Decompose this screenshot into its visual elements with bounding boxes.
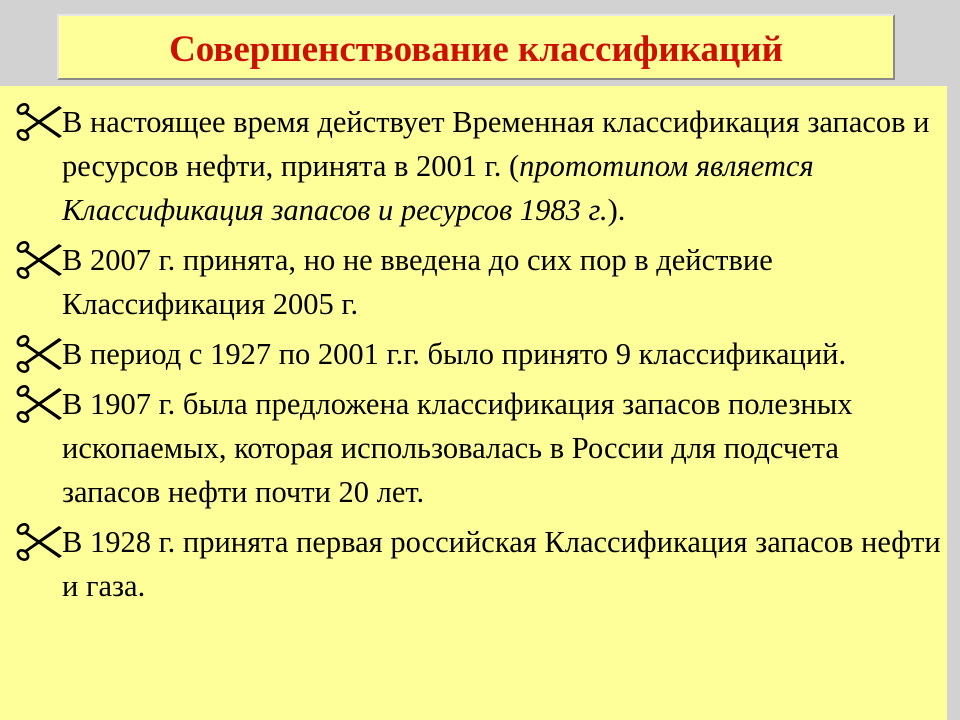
bullet-text-tail: ).: [607, 193, 626, 227]
list-item: [0, 238, 947, 326]
bullet-italic-text: прототипом является Классификация запасов и ресурсов 1983 г.: [62, 149, 814, 227]
bullet-text: В 2007 г. принята, но не введена до сих пор в действие Классификация 2005 г.: [62, 243, 773, 321]
bullet-text: В 1907 г. была предложена классификация запасов полезных ископаемых, которая использовалась в России для подсчета запасов нефти почти 20 лет.: [62, 387, 853, 509]
scissors-icon: [16, 334, 64, 374]
list-item: [0, 520, 947, 608]
list-item: [0, 332, 947, 376]
list-item: [0, 100, 947, 232]
content-panel: [0, 86, 947, 720]
title-banner: [57, 14, 895, 80]
bullet-text: В период с 1927 по 2001 г.г. было принято 9 классификаций.: [62, 337, 847, 371]
slide-title: Совершенствование классификаций: [169, 28, 783, 70]
scissors-icon: [16, 384, 64, 424]
scissors-icon: [16, 240, 64, 280]
bullet-list: [0, 100, 947, 614]
scissors-icon: [16, 102, 64, 142]
bullet-text: В настоящее время действует Временная классификация запасов и ресурсов нефти, принята в 2001 г. (: [62, 105, 930, 183]
bullet-text: В 1928 г. принята первая российская Классификация запасов нефти и газа.: [62, 525, 941, 603]
scissors-icon: [16, 522, 64, 562]
list-item: [0, 382, 947, 514]
